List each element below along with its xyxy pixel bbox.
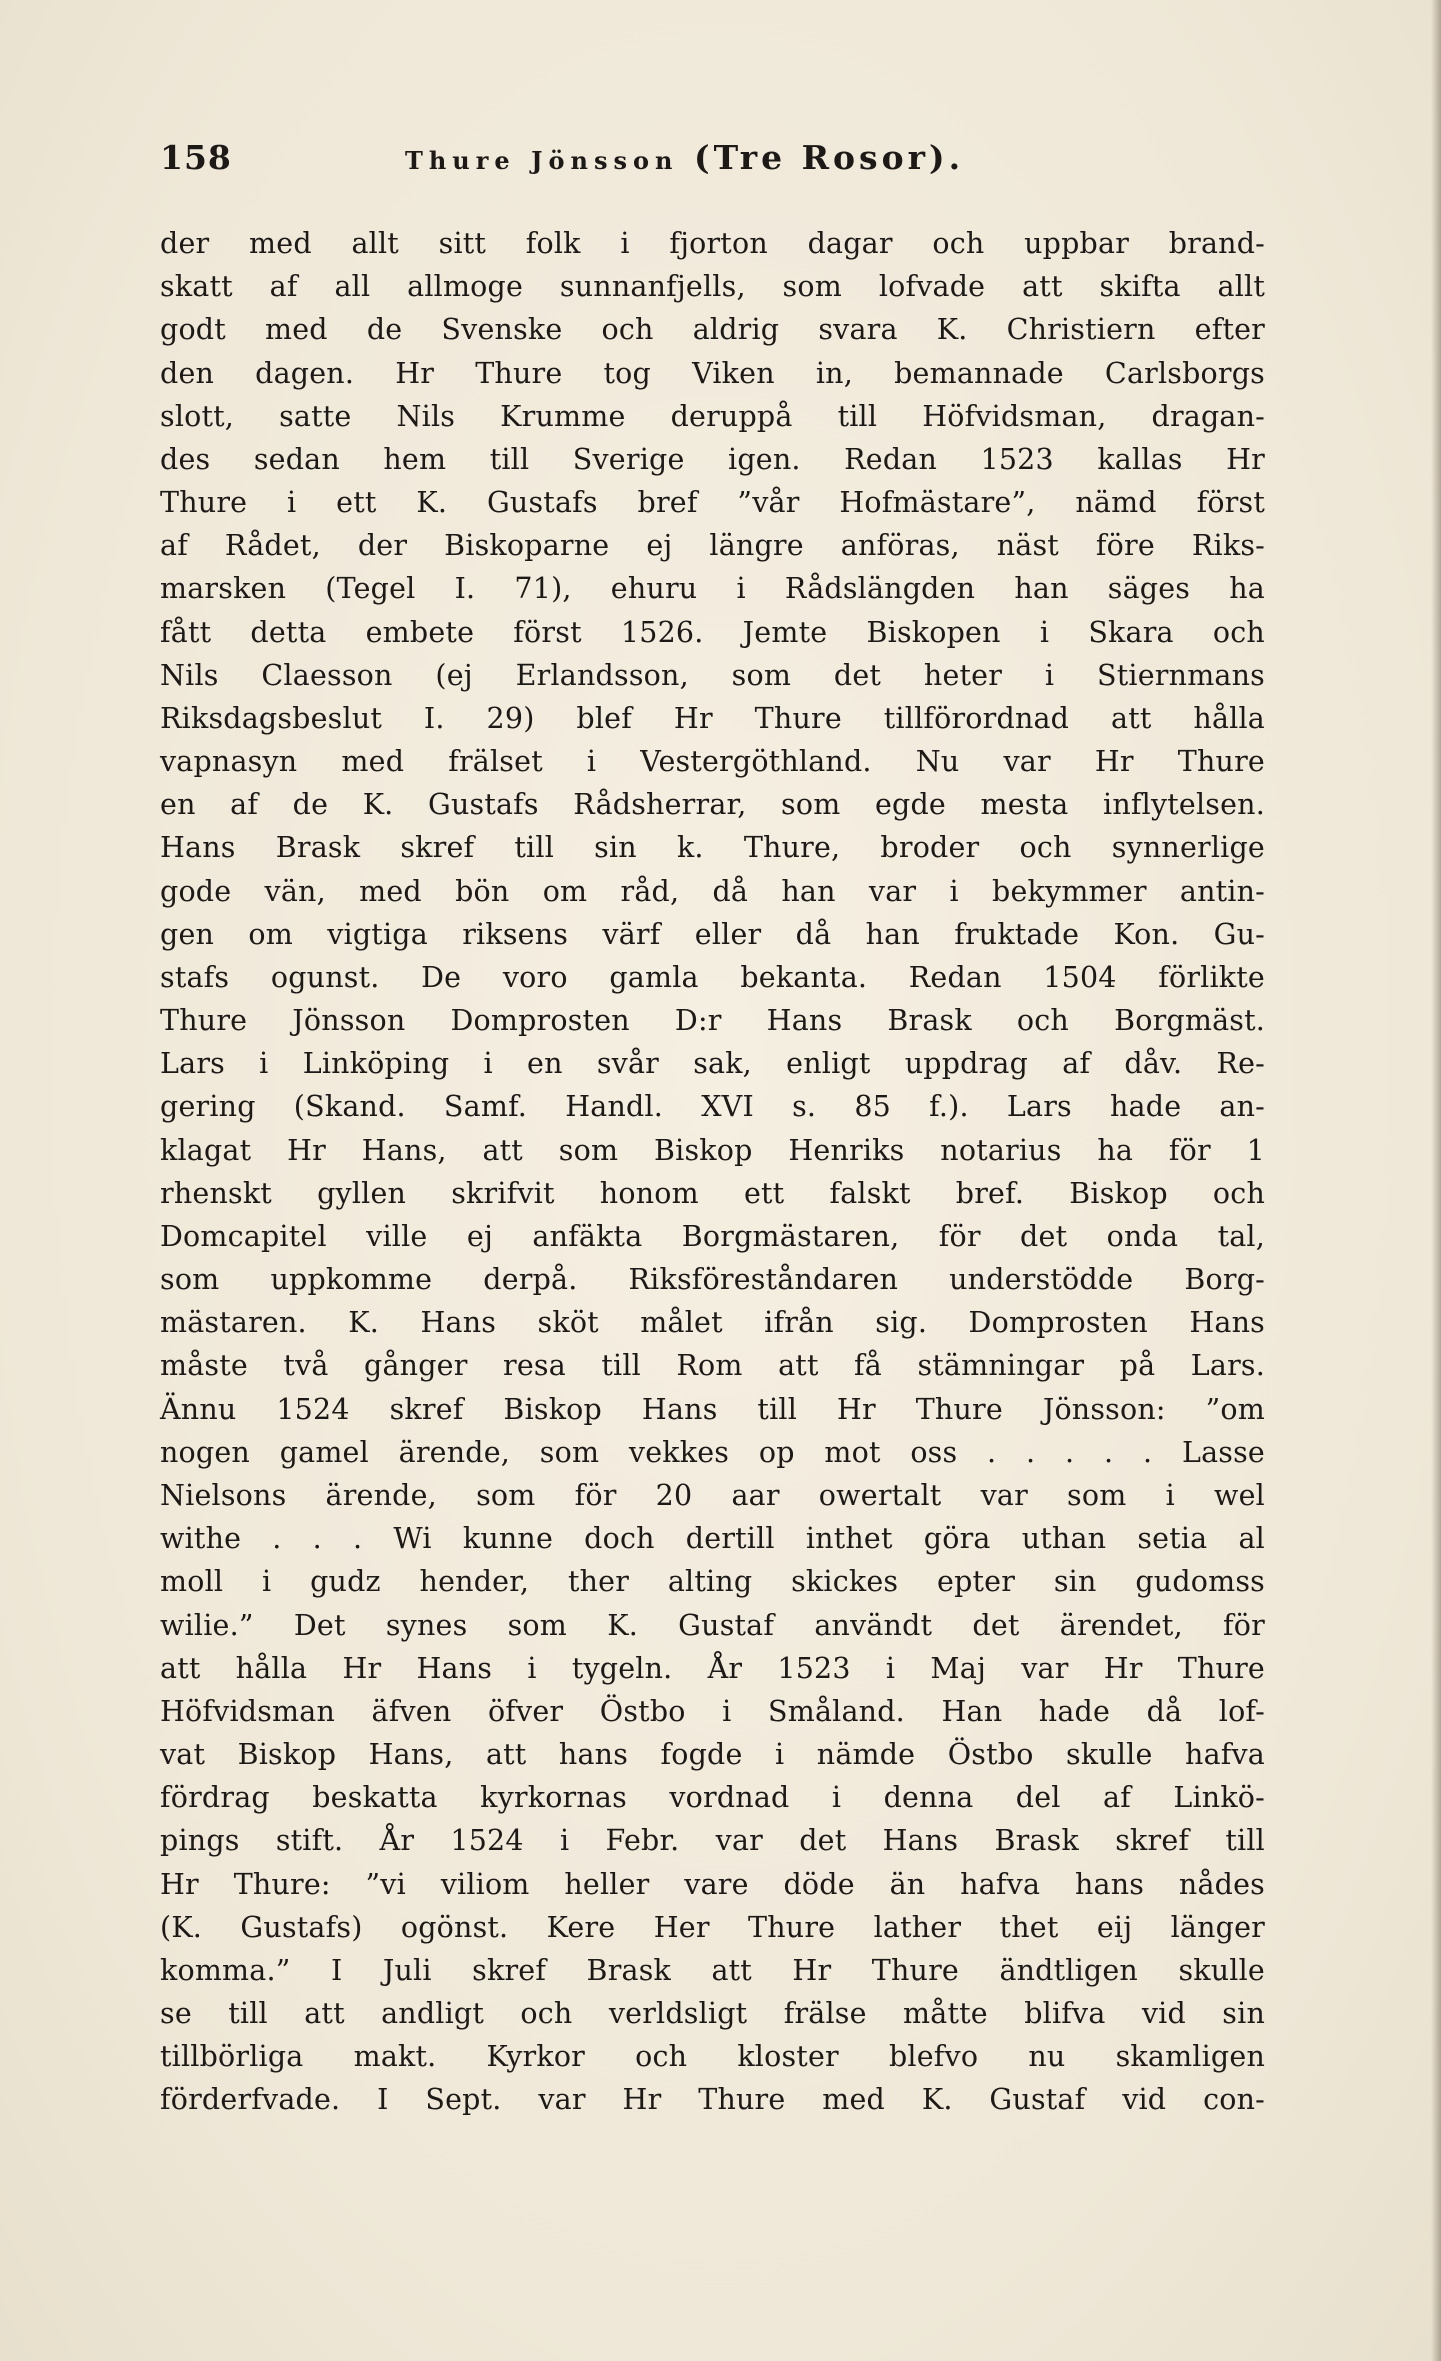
text-line: wilie.” Det synes som K. Gustaf användt det ärendet, för <box>160 1608 1265 1642</box>
text-line: fått detta embete först 1526. Jemte Biskopen i Skara och <box>160 615 1265 649</box>
text-line: marsken (Tegel I. 71), ehuru i Rådslängden han säges ha <box>160 572 1265 606</box>
running-title <box>405 138 964 177</box>
text-line: Nielsons ärende, som för 20 aar owertalt var som i wel <box>160 1478 1265 1512</box>
text-line: nogen gamel ärende, som vekkes op mot oss . . . . . Lasse <box>160 1435 1265 1469</box>
text-line: komma.” I Juli skref Brask att Hr Thure ändtligen skulle <box>160 1953 1265 1987</box>
text-line: Thure i ett K. Gustafs bref ”vår Hofmästare”, nämd först <box>160 486 1265 520</box>
text-line: att hålla Hr Hans i tygeln. År 1523 i Maj var Hr Thure <box>160 1651 1265 1685</box>
text-line: des sedan hem till Sverige igen. Redan 1523 kallas Hr <box>160 442 1265 476</box>
text-line: Hans Brask skref till sin k. Thure, broder och synnerlige <box>160 831 1265 865</box>
text-line: en af de K. Gustafs Rådsherrar, som egde mesta inflytelsen. <box>160 788 1265 822</box>
text-line: Domcapitel ville ej anfäkta Borgmästaren, för det onda tal, <box>160 1219 1265 1253</box>
text-line: moll i gudz hender, ther alting skickes epter sin gudomss <box>160 1565 1265 1599</box>
text-line: måste två gånger resa till Rom att få stämningar på Lars. <box>160 1349 1265 1383</box>
page-number: 158 <box>160 138 232 177</box>
text-line: Lars i Linköping i en svår sak, enligt uppdrag af dåv. Re- <box>160 1047 1265 1081</box>
body-text <box>160 222 1265 2122</box>
text-line: förderfvade. I Sept. var Hr Thure med K. Gustaf vid con- <box>160 2083 1265 2117</box>
text-line: som uppkomme derpå. Riksföreståndaren understödde Borg- <box>160 1263 1265 1297</box>
text-line: slott, satte Nils Krumme deruppå till Höfvidsman, dragan- <box>160 399 1265 433</box>
text-line: withe . . . Wi kunne doch dertill inthet göra uthan setia al <box>160 1522 1265 1556</box>
text-line: der med allt sitt folk i fjorton dagar och uppbar brand- <box>160 227 1265 260</box>
text-line: gen om vigtiga riksens värf eller då han fruktade Kon. Gu- <box>160 917 1265 951</box>
text-line: vapnasyn med frälset i Vestergöthland. Nu var Hr Thure <box>160 745 1265 779</box>
text-line: Ännu 1524 skref Biskop Hans till Hr Thure Jönsson: ”om <box>160 1392 1265 1426</box>
text-line: skatt af all allmoge sunnanfjells, som lofvade att skifta allt <box>160 270 1265 304</box>
text-line: fördrag beskatta kyrkornas vordnad i denna del af Linkö- <box>160 1781 1265 1815</box>
running-title-suffix: (Tre Rosor). <box>693 138 965 177</box>
running-title-first-name: Thure <box>405 146 516 175</box>
text-line: vat Biskop Hans, att hans fogde i nämde Östbo skulle hafva <box>160 1738 1265 1772</box>
page-header <box>160 138 1270 190</box>
text-line: Nils Claesson (ej Erlandsson, som det heter i Stiernmans <box>160 658 1265 692</box>
text-line: Thure Jönsson Domprosten D:r Hans Brask och Borgmäst. <box>160 1004 1265 1038</box>
text-line: Höfvidsman äfven öfver Östbo i Småland. Han hade då lof- <box>160 1694 1265 1728</box>
text-line: godt med de Svenske och aldrig svara K. Christiern efter <box>160 313 1265 347</box>
page-edge-shadow <box>1431 0 1441 2361</box>
running-title-surname: Jönsson <box>531 146 679 175</box>
text-line: tillbörliga makt. Kyrkor och kloster blefvo nu skamligen <box>160 2040 1265 2074</box>
text-line: se till att andligt och verldsligt frälse måtte blifva vid sin <box>160 1997 1265 2031</box>
text-line: pings stift. År 1524 i Febr. var det Hans Brask skref till <box>160 1824 1265 1858</box>
text-line: mästaren. K. Hans sköt målet ifrån sig. Domprosten Hans <box>160 1306 1265 1340</box>
text-line: (K. Gustafs) ogönst. Kere Her Thure lather thet eij länger <box>160 1910 1265 1944</box>
text-line: gering (Skand. Samf. Handl. XVI s. 85 f.). Lars hade an- <box>160 1090 1265 1124</box>
text-line: af Rådet, der Biskoparne ej längre anföras, näst före Riks- <box>160 529 1265 563</box>
text-line: Riksdagsbeslut I. 29) blef Hr Thure tillförordnad att hålla <box>160 701 1265 735</box>
text-line: rhenskt gyllen skrifvit honom ett falskt bref. Biskop och <box>160 1176 1265 1210</box>
text-line: gode vän, med bön om råd, då han var i bekymmer antin- <box>160 874 1265 908</box>
text-line: Hr Thure: ”vi viliom heller vare döde än hafva hans nådes <box>160 1867 1265 1901</box>
text-line: klagat Hr Hans, att som Biskop Henriks notarius ha för 1 <box>160 1133 1265 1167</box>
text-line: den dagen. Hr Thure tog Viken in, bemannade Carlsborgs <box>160 356 1265 390</box>
text-line: stafs ogunst. De voro gamla bekanta. Redan 1504 förlikte <box>160 960 1265 994</box>
